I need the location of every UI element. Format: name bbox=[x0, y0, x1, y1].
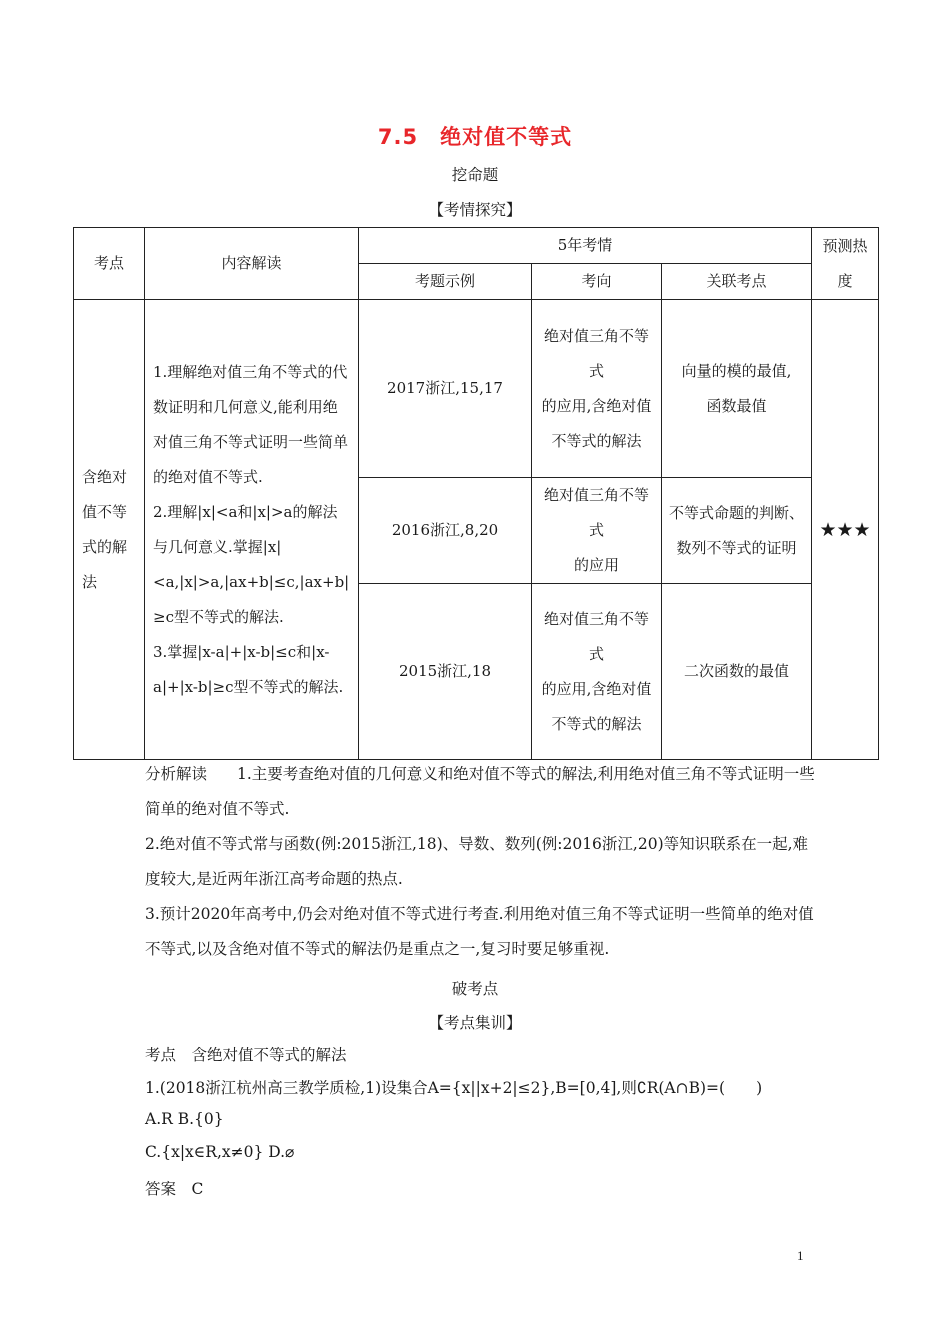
exam-analysis-table bbox=[73, 227, 879, 760]
answer-line: 答案 C bbox=[145, 1180, 204, 1198]
cell-redu: ★★★ bbox=[812, 300, 879, 760]
header-kaodian: 考点 bbox=[74, 228, 145, 300]
page-number: 1 bbox=[797, 1248, 804, 1263]
cell-shili-2015: 2015浙江,18 bbox=[359, 584, 532, 760]
cell-xiang-2015: 绝对值三角不等式 的应用,含绝对值 不等式的解法 bbox=[532, 584, 662, 760]
cell-guanlian-2015: 二次函数的最值 bbox=[662, 584, 812, 760]
header-yuce: 预测热度 bbox=[812, 228, 879, 300]
kaodian-line: 考点 含绝对值不等式的解法 bbox=[145, 1046, 347, 1064]
document-title: 7.5 绝对值不等式 bbox=[377, 125, 573, 149]
subtitle-po-kaodian: 破考点 bbox=[451, 980, 499, 998]
header-neirong: 内容解读 bbox=[145, 228, 359, 300]
analysis-p1-text: 1.主要考查绝对值的几何意义和绝对值不等式的解法,利用绝对值三角不等式证明一些简单的绝对值不等式. bbox=[145, 765, 815, 818]
cell-guanlian-2017: 向量的模的最值, 函数最值 bbox=[662, 300, 812, 478]
header-guanlian: 关联考点 bbox=[662, 264, 812, 300]
question-1: 1.(2018浙江杭州高三教学质检,1)设集合A={x||x+2|≤2},B=[0,4],则∁R(A∩B)=( ) bbox=[145, 1079, 763, 1097]
header-5year: 5年考情 bbox=[359, 228, 812, 264]
question-1-options-cd: C.{x|x∈R,x≠0} D.⌀ bbox=[145, 1143, 295, 1161]
analysis-paragraph-2: 2.绝对值不等式常与函数(例:2015浙江,18)、导数、数列(例:2016浙江,20)等知识联系在一起,难度较大,是近两年浙江高考命题的热点. bbox=[145, 835, 809, 888]
section-heading-kaoqing: 【考情探究】 bbox=[428, 201, 522, 219]
analysis-paragraph-1 bbox=[145, 757, 815, 827]
header-xiang: 考向 bbox=[532, 264, 662, 300]
cell-xiang-2016: 绝对值三角不等式 的应用 bbox=[532, 478, 662, 584]
cell-guanlian-2016: 不等式命题的判断、 数列不等式的证明 bbox=[662, 478, 812, 584]
cell-xiang-2017: 绝对值三角不等式 的应用,含绝对值 不等式的解法 bbox=[532, 300, 662, 478]
cell-shili-2016: 2016浙江,8,20 bbox=[359, 478, 532, 584]
question-1-options-ab: A.R B.{0} bbox=[145, 1110, 224, 1128]
section-heading-jixun: 【考点集训】 bbox=[428, 1014, 522, 1032]
analysis-label: 分析解读 bbox=[145, 765, 208, 783]
cell-kaodian: 含绝对值不等式的解法 bbox=[74, 300, 145, 760]
cell-shili-2017: 2017浙江,15,17 bbox=[359, 300, 532, 478]
header-shili: 考题示例 bbox=[359, 264, 532, 300]
cell-neirong: 1.理解绝对值三角不等式的代数证明和几何意义,能利用绝对值三角不等式证明一些简单的绝对值不等式. 2.理解|x|<a和|x|>a的解法与几何意义.掌握|x|<a,|x|>a,|ax+b|≤c,|ax+b|≥c型不等式的解法. 3.掌握|x-a|+|x-b|≤c和|x-a|+|x-b|≥c型不等式的解法. bbox=[145, 300, 359, 760]
subtitle-wa-mingti: 挖命题 bbox=[451, 166, 499, 184]
analysis-paragraph-3: 3.预计2020年高考中,仍会对绝对值不等式进行考查.利用绝对值三角不等式证明一些简单的绝对值不等式,以及含绝对值不等式的解法仍是重点之一,复习时要足够重视. bbox=[145, 905, 814, 958]
